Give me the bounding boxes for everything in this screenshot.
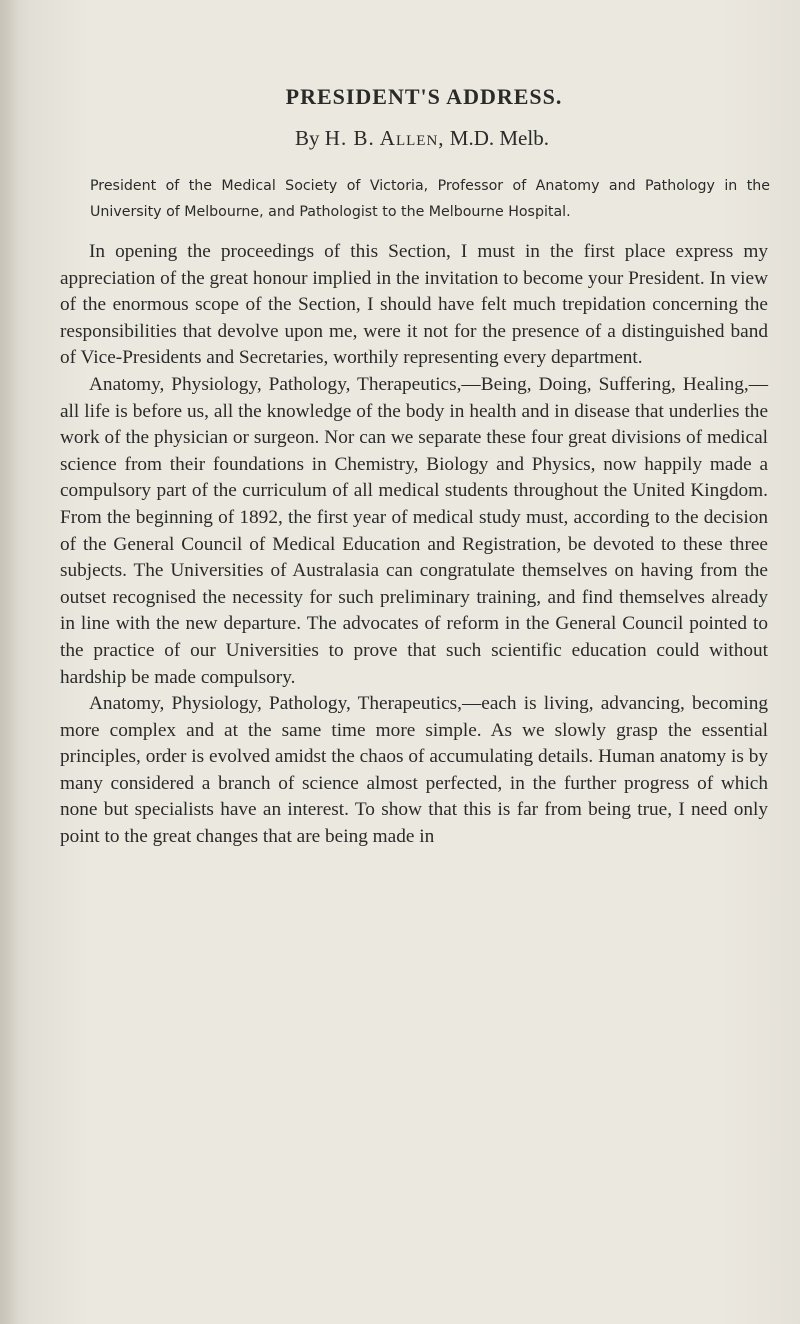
document-body (60, 84, 772, 851)
paragraph-3: Anatomy, Physiology, Pathology, Therapeutics,—each is living, advancing, becoming more complex and at the same time more simple. As we slowly grasp the essential principles, order is evolved amidst the chaos of accumulating details. Human anatomy is by many considered a branch of science almost perfected, in the further progress of which none but specialists have an interest. To show that this is far from being true, I need only point to the great changes that are being made in (60, 693, 768, 848)
author-degree: M.D. Melb. (449, 126, 549, 150)
byline-prefix: By (295, 126, 320, 150)
byline (60, 126, 772, 151)
paragraph-2: Anatomy, Physiology, Pathology, Therapeutics,—Being, Doing, Suffering, Healing,—all life is before us, all the knowledge of the body in health and in disease that underlies the work of the physician or surgeon. Nor can we separate these four great divisions of medical science from their foundations in Chemistry, Biology and Physics, now happily made a compulsory part of the curriculum of all medical students throughout the United Kingdom. From the beginning of 1892, the first year of medical study must, according to the decision of the General Council of Medical Education and Registration, be devoted to these three subjects. The Universities of Australasia can congratulate themselves on having from the outset recognised the necessity for such preliminary training, and find themselves already in line with the new departure. The advocates of reform in the General Council pointed to the practice of our Universities to prove that such scientific education could without hardship be made compulsory. (60, 373, 768, 688)
paragraph-1: In opening the proceedings of this Section, I must in the first place express my appreciation of the great honour implied in the invitation to become your President. In view of the enormous scope of the Section, I should have felt much trepidation concerning the responsibilities that devolve upon me, were it not for the presence of a distinguished band of Vice-Presidents and Secretaries, worthily representing every department. (60, 241, 768, 369)
page-title: PRESIDENT'S ADDRESS. (285, 84, 563, 109)
author-affiliation: President of the Medical Society of Victoria, Professor of Anatomy and Pathology in the University of Melbourne, and Pathologist to the Melbourne Hospital. (90, 178, 770, 220)
book-gutter (0, 0, 18, 1324)
author-name: H. B. Allen, (324, 126, 445, 150)
